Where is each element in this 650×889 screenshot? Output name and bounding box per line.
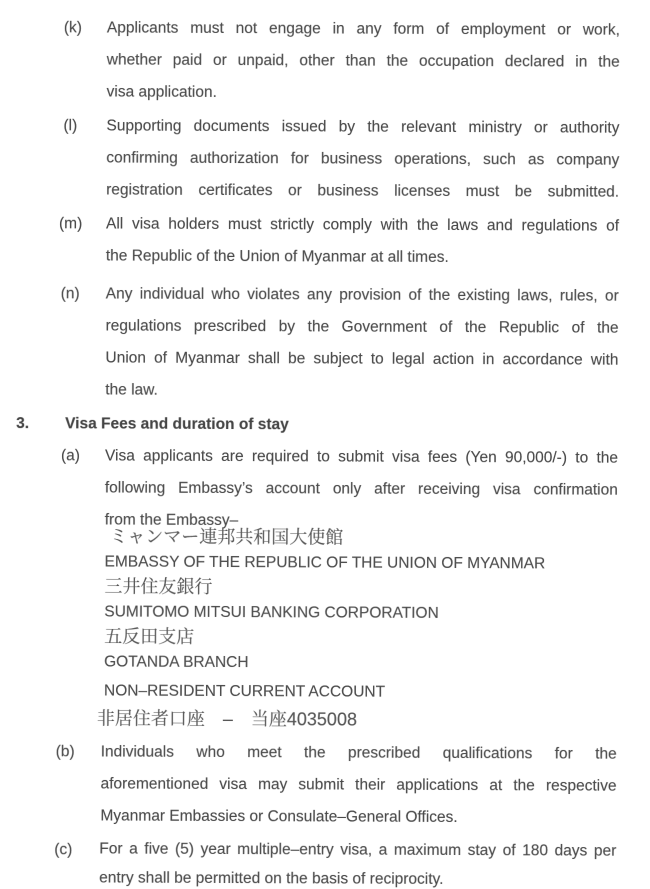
clause-n-label: (n) [60, 285, 80, 303]
clause-n [0, 278, 619, 409]
clause-l-line-1: Supporting documents issued by the relevant ministry or authority [106, 117, 620, 137]
section-title: Visa Fees and duration of stay [65, 415, 289, 434]
branch-name-en: GOTANDA BRANCH [104, 653, 249, 672]
clause-l-text [106, 110, 619, 208]
item-a-text [96, 440, 619, 733]
clause-l-line-2: confirming authorization for business operations, such as company [106, 149, 620, 169]
clause-m-line-1: All visa holders must strictly comply with the laws and regulations of [105, 215, 620, 235]
clause-n-line-1: Any individual who violates any provision of the existing laws, rules, or [105, 285, 619, 305]
clause-n-line-4: the law. [105, 381, 158, 399]
item-b-label: (b) [55, 743, 75, 761]
item-a [0, 440, 618, 734]
section-number: 3. [16, 415, 30, 433]
item-c [0, 834, 616, 889]
clause-k-line-2: whether paid or unpaid, other than the occupation declared in the [106, 51, 620, 71]
branch-name-jp: 五反田支店 [104, 626, 195, 647]
clause-m [0, 208, 619, 275]
item-b [0, 736, 617, 835]
account-number-line: 非居住者口座 – 当座4035008 [96, 708, 358, 730]
clause-k-line-3: visa application. [106, 83, 217, 101]
clause-l [0, 110, 620, 209]
item-c-line-1: For a five (5) year multiple–entry visa, a maximum stay of 180 days per [99, 840, 617, 860]
account-type: NON–RESIDENT CURRENT ACCOUNT [103, 682, 386, 701]
section-heading [0, 408, 618, 443]
item-a-line-1: Visa applicants are required to submit visa fees (Yen 90,000/-) to the [104, 447, 619, 467]
item-c-text [99, 834, 616, 889]
embassy-name-en: EMBASSY OF THE REPUBLIC OF THE UNION OF MYANMAR [104, 553, 546, 573]
item-b-line-3: Myanmar Embassies or Consulate–General Offices. [100, 807, 458, 827]
clause-m-line-2: the Republic of the Union of Myanmar at all times. [105, 247, 449, 266]
clause-k-line-1: Applicants must not engage in any form of employment or work, [106, 19, 620, 39]
bank-name-jp: 三井住友銀行 [104, 576, 213, 597]
clause-k-text [107, 12, 620, 110]
clause-n-text [105, 278, 619, 408]
bank-name-en: SUMITOMO MITSUI BANKING CORPORATION [104, 603, 439, 622]
embassy-name-jp: ミャンマー連邦共和国大使館 [109, 526, 344, 548]
clause-n-line-3: Union of Myanmar shall be subject to legal action in accordance with [105, 349, 619, 369]
clause-l-line-3: registration certificates or business licenses must be submitted. [106, 181, 620, 201]
item-a-line-2: following Embassy’s account only after receiving visa confirmation [104, 479, 618, 499]
item-a-label: (a) [60, 447, 81, 465]
item-b-line-1: Individuals who meet the prescribed qualifications for the [100, 743, 617, 763]
item-b-line-2: aforementioned visa may submit their applications at the respective [100, 775, 617, 795]
item-c-line-2: entry shall be permitted on the basis of reciprocity. [99, 869, 444, 888]
clause-m-text [106, 208, 619, 274]
item-a-line-3: from the Embassy– [104, 511, 239, 530]
clause-l-label: (l) [63, 117, 78, 135]
clause-k [0, 12, 620, 111]
bank-details [96, 524, 618, 733]
clause-n-line-2: regulations prescribed by the Government of the Republic of the [105, 317, 619, 337]
item-b-text [100, 736, 616, 834]
clause-m-label: (m) [58, 215, 83, 233]
clause-k-label: (k) [63, 19, 82, 37]
item-c-label: (c) [54, 841, 73, 859]
